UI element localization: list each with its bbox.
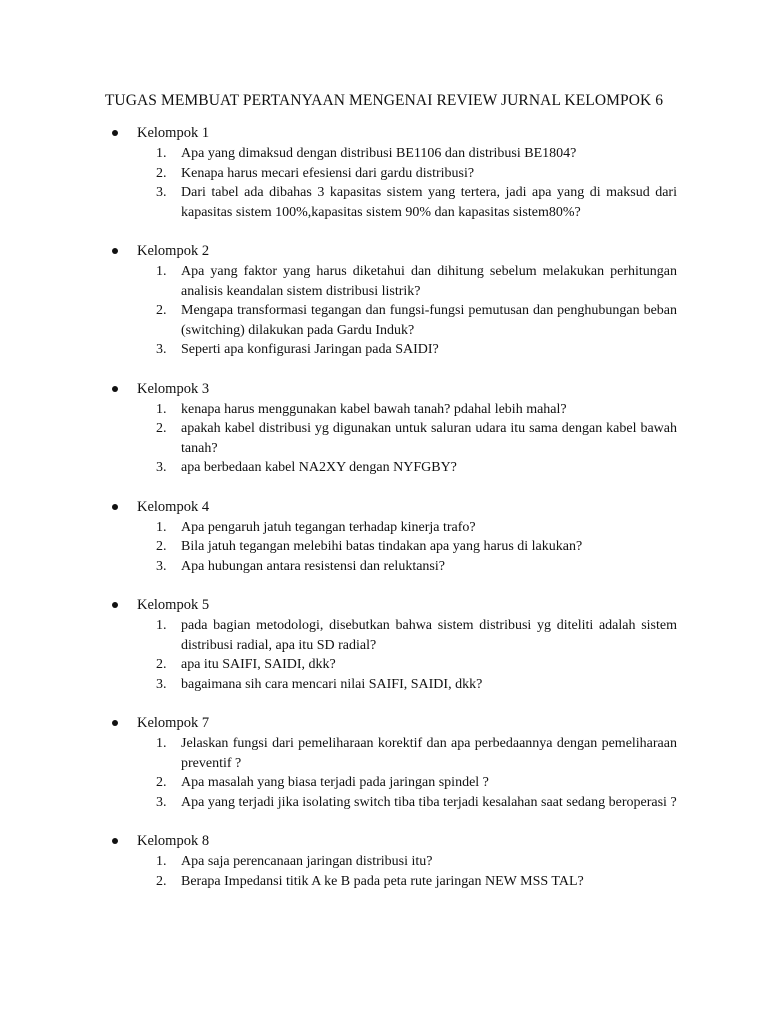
- group-header: [0, 713, 768, 734]
- question-list: [0, 852, 768, 891]
- question-text: apakah kabel distribusi yg digunakan untuk saluran udara itu sama dengan kabel bawah tanah?: [181, 421, 677, 456]
- question-number: 3.: [156, 460, 167, 475]
- question-number: 3.: [156, 676, 167, 692]
- question-item: [0, 655, 768, 675]
- group-section: [0, 379, 768, 478]
- question-text: Jelaskan fungsi dari pemeliharaan korektif dan apa perbedaannya dengan pemeliharaan preventif ?: [181, 736, 677, 771]
- question-item: [0, 164, 768, 184]
- group-section: [0, 595, 768, 694]
- question-text: Seperti apa konfigurasi Jaringan pada SAIDI?: [181, 342, 439, 357]
- question-item: [0, 852, 768, 872]
- question-number: 1.: [156, 736, 167, 751]
- question-text: Bila jatuh tegangan melebihi batas tindakan apa yang harus di lakukan?: [181, 539, 583, 554]
- question-item: [0, 419, 768, 458]
- question-number: 3.: [156, 185, 167, 200]
- question-item: [0, 301, 768, 340]
- question-number: 1.: [156, 618, 167, 633]
- question-number: 1.: [156, 519, 167, 535]
- group-list: [0, 123, 768, 910]
- group-section: [0, 713, 768, 812]
- question-item: [0, 734, 768, 773]
- question-number: 1.: [156, 854, 167, 869]
- group-title: Kelompok 3: [137, 380, 210, 397]
- question-number: 2.: [156, 421, 167, 436]
- bullet-icon: [112, 838, 118, 844]
- question-list: [0, 144, 768, 222]
- question-item: [0, 616, 768, 655]
- question-text: Apa yang faktor yang harus diketahui dan dihitung sebelum melakukan perhitungan analisis keandalan sistem distribusi listrik?: [181, 264, 677, 299]
- group-title: Kelompok 2: [137, 243, 210, 259]
- question-number: 3.: [156, 342, 167, 357]
- group-section: [0, 241, 768, 360]
- group-header: [0, 123, 768, 144]
- group-title: Kelompok 1: [137, 125, 210, 141]
- question-number: 2.: [156, 775, 167, 790]
- question-item: [0, 144, 768, 164]
- group-header: [0, 379, 768, 400]
- question-text: Apa saja perencanaan jaringan distribusi itu?: [181, 854, 433, 869]
- question-item: [0, 872, 768, 892]
- group-title: Kelompok 4: [137, 498, 210, 515]
- question-item: [0, 675, 768, 695]
- question-text: Apa yang terjadi jika isolating switch tiba tiba terjadi kesalahan saat sedang beroperasi ?: [181, 794, 677, 810]
- question-text: Apa masalah yang biasa terjadi pada jaringan spindel ?: [181, 775, 489, 790]
- group-title: Kelompok 8: [137, 833, 210, 849]
- question-number: 1.: [156, 401, 167, 417]
- group-title: Kelompok 7: [137, 715, 210, 731]
- question-number: 2.: [156, 165, 167, 181]
- question-number: 1.: [156, 264, 167, 279]
- group-title: Kelompok 5: [137, 597, 210, 613]
- question-list: [0, 734, 768, 812]
- question-text: apa berbedaan kabel NA2XY dengan NYFGBY?: [181, 460, 457, 475]
- question-text: Kenapa harus mecari efesiensi dari gardu distribusi?: [181, 165, 475, 181]
- question-text: Apa yang dimaksud dengan distribusi BE1106 dan distribusi BE1804?: [181, 146, 577, 161]
- question-number: 2.: [156, 303, 167, 318]
- question-number: 2.: [156, 873, 167, 889]
- question-text: Dari tabel ada dibahas 3 kapasitas sistem yang tertera, jadi apa yang di maksud dari kapasitas sistem 100%,kapasitas sistem 90% dan kapasitas sistem80%?: [181, 185, 677, 220]
- bullet-icon: [112, 386, 118, 392]
- bullet-icon: [112, 248, 118, 254]
- question-item: [0, 458, 768, 478]
- question-number: 3.: [156, 558, 167, 574]
- question-text: Mengapa transformasi tegangan dan fungsi-fungsi pemutusan dan penghubungan beban (switching) dilakukan pada Gardu Induk?: [181, 303, 677, 338]
- question-number: 1.: [156, 146, 167, 161]
- question-item: [0, 773, 768, 793]
- group-header: [0, 241, 768, 262]
- group-header: [0, 497, 768, 518]
- bullet-icon: [112, 720, 118, 726]
- group-section: [0, 123, 768, 222]
- question-text: Apa hubungan antara resistensi dan reluktansi?: [181, 558, 445, 574]
- question-item: [0, 262, 768, 301]
- question-text: bagaimana sih cara mencari nilai SAIFI, SAIDI, dkk?: [181, 676, 483, 692]
- group-header: [0, 831, 768, 852]
- question-list: [0, 616, 768, 694]
- question-item: [0, 518, 768, 538]
- bullet-icon: [112, 504, 118, 510]
- question-text: Apa pengaruh jatuh tegangan terhadap kinerja trafo?: [181, 519, 476, 535]
- question-item: [0, 183, 768, 222]
- question-number: 3.: [156, 794, 167, 810]
- question-text: pada bagian metodologi, disebutkan bahwa sistem distribusi yg diteliti adalah sistem distribusi radial, apa itu SD radial?: [181, 618, 677, 653]
- question-text: kenapa harus menggunakan kabel bawah tanah? pdahal lebih mahal?: [181, 401, 567, 417]
- question-item: [0, 400, 768, 420]
- page-title: TUGAS MEMBUAT PERTANYAAN MENGENAI REVIEW JURNAL KELOMPOK 6: [104, 92, 664, 109]
- bullet-icon: [112, 602, 118, 608]
- question-text: apa itu SAIFI, SAIDI, dkk?: [181, 657, 336, 672]
- question-item: [0, 557, 768, 577]
- question-list: [0, 262, 768, 360]
- question-text: Berapa Impedansi titik A ke B pada peta rute jaringan NEW MSS TAL?: [181, 873, 584, 889]
- bullet-icon: [112, 130, 118, 136]
- group-section: [0, 831, 768, 891]
- group-section: [0, 497, 768, 577]
- group-header: [0, 595, 768, 616]
- question-list: [0, 518, 768, 577]
- question-item: [0, 793, 768, 813]
- question-list: [0, 400, 768, 478]
- question-item: [0, 537, 768, 557]
- question-item: [0, 340, 768, 360]
- question-number: 2.: [156, 539, 167, 554]
- question-number: 2.: [156, 657, 167, 672]
